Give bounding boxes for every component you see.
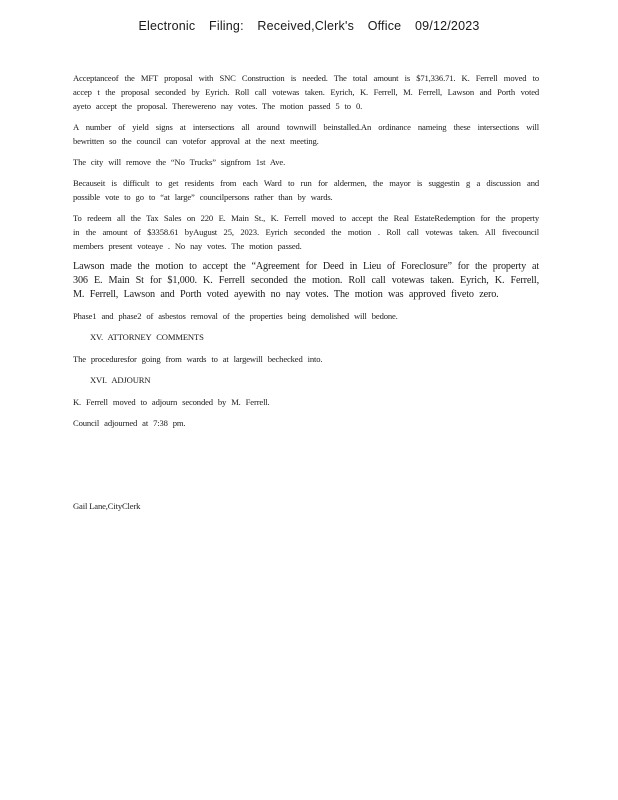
- paragraph-adjourn-motion: K. Ferrell moved to adjourn seconded by M. Ferrell.: [73, 397, 270, 407]
- paragraph-attorney-comments: The proceduresfor going from wards to at largewill bechecked into.: [73, 354, 323, 364]
- clerk-signature-line: Gail Lane,CityClerk: [73, 501, 141, 511]
- paragraph-mft-proposal: Acceptanceof the MFT proposal with SNC Construction is needed. The total amount is $71,336.71. K. Ferrell moved to accep t the proposal seconded by Eyrich. Roll call votewas taken. Eyrich, K. Ferrell, M. Ferrell, Lawson and Porth voted ayeto accept the proposal. Therewereno nay votes. The motion passed 5 to 0.: [73, 73, 539, 111]
- paragraph-yield-signs: A number of yield signs at intersections all around townwill beinstalled.An ordinance nameing these intersections will bewritten so the council can votefor approval at the next meeting.: [73, 122, 539, 146]
- paragraph-adjourn-time: Council adjourned at 7:38 pm.: [73, 418, 186, 428]
- paragraph-asbestos-removal: Phase1 and phase2 of asbestos removal of the properties being demolished will bedone.: [73, 311, 398, 321]
- section-heading-adjourn: XVI. ADJOURN: [90, 375, 151, 385]
- filing-header: Electronic Filing: Received,Clerk's Office 09/12/2023: [138, 19, 480, 33]
- paragraph-tax-sales-redemption: To redeem all the Tax Sales on 220 E. Main St., K. Ferrell moved to accept the Real EstateRedemption for the property in the amount of $3358.61 byAugust 25, 2023. Eyrich seconded the motion . Roll call votewas taken. All fivecouncil members present voteaye . No nay votes. The motion passed.: [73, 213, 539, 251]
- section-heading-attorney-comments: XV. ATTORNEY COMMENTS: [90, 332, 204, 342]
- paragraph-at-large-councilpersons: Becauseit is difficult to get residents from each Ward to run for aldermen, the mayor is suggestin g a discussion and possible vote to go to “at large” councilpersons rather than by wards.: [73, 178, 539, 202]
- paragraph-no-trucks-sign: The city will remove the “No Trucks” signfrom 1st Ave.: [73, 157, 286, 167]
- minutes-body: [73, 71, 539, 437]
- paragraph-deed-in-lieu: Lawson made the motion to accept the “Agreement for Deed in Lieu of Foreclosure” for the property at 306 E. Main St for $1,000. K. Ferrell seconded the motion. Roll call votewas taken. Eyrich, K. Ferrell, M. Ferrell, Lawson and Porth voted ayewith no nay votes. The motion was approved fiveto zero.: [73, 261, 539, 300]
